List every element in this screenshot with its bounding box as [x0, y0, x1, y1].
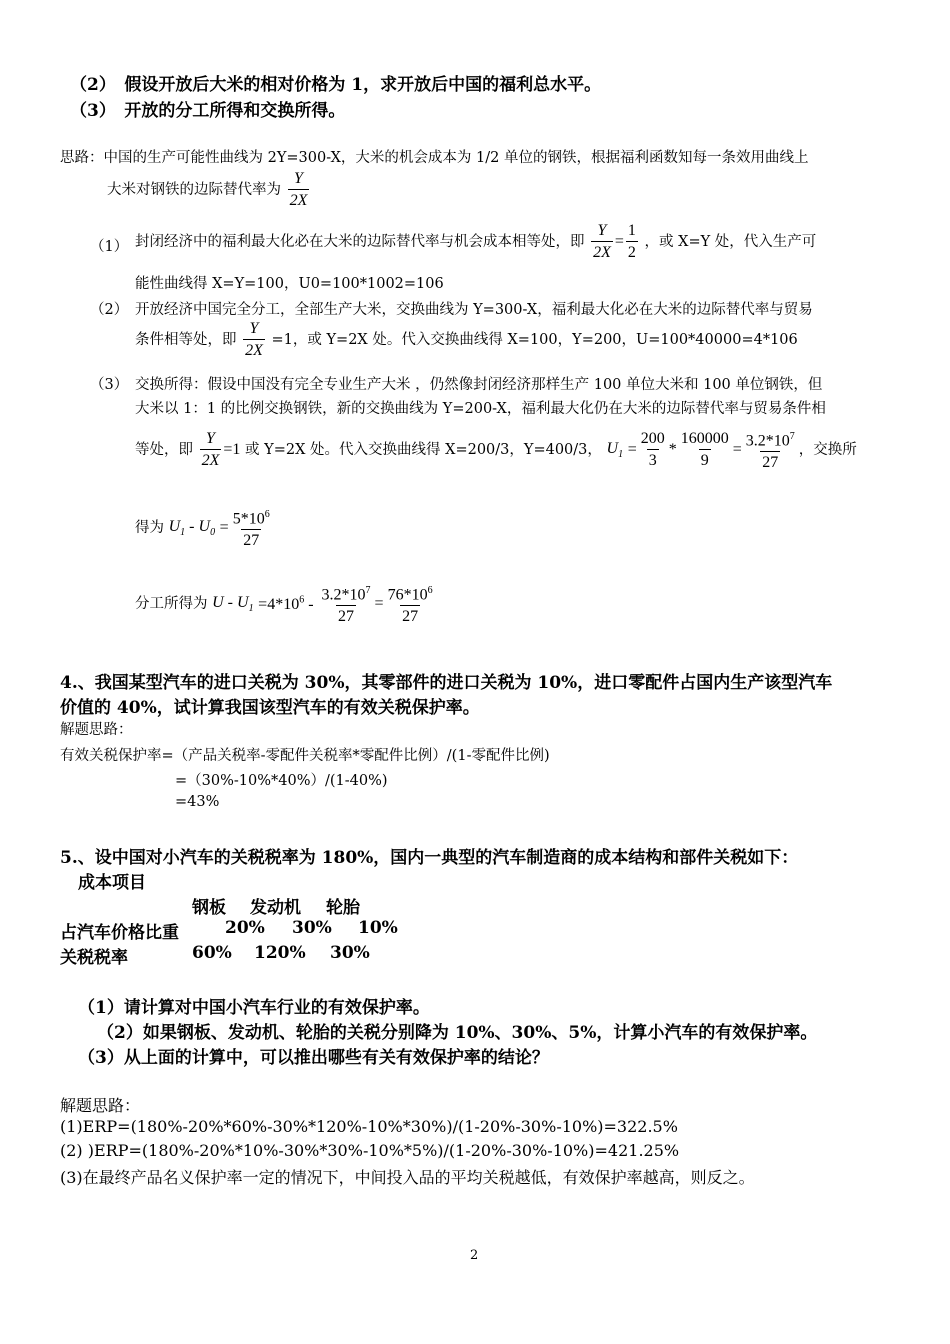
exchange-gain-label: 得为: [135, 520, 164, 537]
table-header-steel: 钢板: [192, 898, 226, 918]
exponent: 7: [365, 585, 371, 596]
frac-den: 2X: [288, 189, 310, 210]
step2-num: （2）: [90, 302, 129, 318]
step1-text: 封闭经济中的福利最大化必在大米的边际替代率与机会成本相等处，即: [135, 234, 585, 250]
u1-minus-u0: $U_1 - U_0$: [168, 518, 216, 539]
frac-den: 2X: [591, 241, 613, 262]
step3-frac: [200, 430, 222, 470]
table-row-label: 关税税率: [60, 948, 128, 968]
frac-num: 76*10: [387, 586, 428, 604]
page-number: 2: [470, 1248, 479, 1263]
q3-part2: （2） 假设开放后大米的相对价格为 1，求开放后中国的福利总水平。: [70, 75, 602, 95]
exponent: 7: [789, 431, 795, 442]
q4-title-line-1: 4.、我国某型汽车的进口关税为 30%，其零部件的进口关税为 10%，进口零配件占国内生产该型汽车: [60, 673, 833, 693]
frac-num: 1: [627, 222, 636, 239]
step3-text-d: ，交换所: [798, 442, 857, 459]
equals-sign: =: [374, 595, 384, 613]
q5-table-caption: 成本项目: [78, 873, 146, 893]
frac-num: Y: [249, 320, 259, 337]
frac-den: 27: [241, 529, 261, 550]
frac-num: 3.2*10: [745, 432, 790, 450]
u1-symbol: $U_1$: [606, 440, 624, 461]
times-sign: *: [668, 441, 677, 459]
q4-label: 解题思路：: [60, 722, 133, 738]
q4-line-2: =（30%-10%*40%）/(1-40%): [175, 773, 388, 789]
q4-line-1: 有效关税保护率=（产品关税率-零配件关税率*零配件比例）/(1-零配件比例): [60, 748, 550, 764]
frac-den: 2X: [200, 449, 222, 470]
table-cell: 20%: [225, 918, 265, 938]
q3-part3: （3） 开放的分工所得和交换所得。: [70, 101, 346, 121]
table-cell: 10%: [358, 918, 398, 938]
idea-line-1: [60, 146, 809, 167]
frac-den: 27: [336, 605, 356, 626]
table-row-label: 占汽车价格比重: [60, 923, 179, 943]
frac-den: 9: [699, 449, 711, 470]
step1-num: （1）: [90, 239, 129, 255]
step2-text-a: 条件相等处，即: [135, 332, 237, 348]
mrs-fraction: [288, 170, 310, 210]
q5-answer-2: (2) )ERP=(180%-20%*10%-30%*30%-10%*5%)/(1-20%-30%-10%)=421.25%: [60, 1141, 680, 1160]
frac-32e7-27-b: [320, 582, 373, 626]
step3-line-2: 大米以 1：1 的比例交换钢铁，新的交换曲线为 Y=200-X，福利最大化仍在大米的边际替代率与贸易条件相: [135, 401, 826, 417]
table-cell: 60%: [192, 943, 232, 963]
equals-sign: =: [732, 441, 742, 459]
table-cell: 120%: [254, 943, 306, 963]
step1-frac-left: [591, 222, 613, 262]
frac-den: 3: [647, 449, 659, 470]
frac-160000-9: [679, 430, 731, 470]
step3-num: （3）: [90, 377, 129, 393]
step3-line-3: [135, 428, 857, 472]
exchange-gain: [135, 506, 274, 550]
table-cell: 30%: [292, 918, 332, 938]
q5-answer-1: (1)ERP=(180%-20%*60%-30%*120%-10%*30%)/(1-20%-30%-10%)=322.5%: [60, 1117, 678, 1136]
q5-title: 5.、设中国对小汽车的关税税率为 180%，国内一典型的汽车制造商的成本结构和部件关税如下：: [60, 848, 799, 868]
idea-text: 中国的生产可能性曲线为 2Y=300-X，大米的机会成本为 1/2 单位的钢铁，根据福利函数知每一条效用曲线上: [103, 150, 809, 166]
frac-num: 3.2*10: [321, 586, 366, 604]
step2-line-2: [135, 320, 798, 360]
u-minus-u1: U - $U_1$: [212, 594, 254, 615]
frac-num: Y: [294, 170, 303, 187]
frac-den: 27: [400, 605, 420, 626]
frac-num: 5*10: [232, 510, 265, 528]
frac-num: 160000: [680, 430, 729, 448]
frac-den: 27: [760, 451, 780, 472]
step1-line-1: [135, 222, 816, 262]
table-header-engine: 发动机: [250, 898, 301, 918]
frac-5e6-27: [231, 506, 272, 550]
step3-text-b: =1: [223, 441, 241, 459]
q5-answer-3: (3)在最终产品名义保护率一定的情况下，中间投入品的平均关税越低，有效保护率越高，则反之。: [60, 1168, 755, 1187]
idea-label: 思路：: [60, 150, 104, 166]
step2-text-b: =1，或 Y=2X 处。代入交换曲线得 X=100，Y=200，U=100*40000=4*106: [271, 332, 798, 348]
step1-tail: ，或 X=Y 处，代入生产可: [644, 234, 817, 250]
division-gain-label: 分工所得为: [135, 596, 208, 613]
frac-num: Y: [206, 430, 215, 448]
equals-4e6: $=4*10^6$ -: [258, 594, 318, 613]
frac-num: Y: [597, 222, 607, 239]
division-gain: [135, 582, 437, 626]
equals-sign: =: [219, 519, 229, 537]
q4-line-3: =43%: [175, 794, 220, 810]
idea-text-2: 大米对钢铁的边际替代率为: [107, 182, 281, 198]
step3-text-c: 或 Y=2X 处。代入交换曲线得 X=200/3，Y=400/3，: [245, 442, 602, 459]
exponent: 6: [427, 585, 433, 596]
table-header-tire: 轮胎: [326, 898, 360, 918]
step3-line-1: 交换所得：假设中国没有完全专业生产大米 ，仍然像封闭经济那样生产 100 单位大米和 100 单位钢铁，但: [135, 377, 823, 393]
q4-title-line-2: 价值的 40%，试计算我国该型汽车的有效关税保护率。: [60, 698, 480, 718]
table-cell: 30%: [330, 943, 370, 963]
equals-sign: =: [627, 441, 637, 459]
frac-num: 200: [640, 430, 665, 448]
step2-frac: [243, 320, 265, 360]
step1-frac-right: [626, 222, 638, 262]
exponent: 6: [264, 509, 270, 520]
frac-76e6-27: [386, 582, 435, 626]
frac-200-3: [639, 430, 667, 470]
step3-text-a: 等处，即: [135, 442, 193, 459]
step2-line-1: 开放经济中国完全分工，全部生产大米，交换曲线为 Y=300-X，福利最大化必在大米的边际替代率与贸易: [135, 302, 813, 318]
frac-den: 2: [626, 241, 638, 262]
q5-ask-2: （2）如果钢板、发动机、轮胎的关税分别降为 10%、30%、5%，计算小汽车的有效保护率。: [97, 1023, 818, 1043]
frac-den: 2X: [243, 339, 265, 360]
q5-ask-3: （3）从上面的计算中，可以推出哪些有关有效保护率的结论？: [78, 1048, 549, 1068]
q5-ask-1: （1）请计算对中国小汽车行业的有效保护率。: [78, 998, 430, 1018]
step1-line-2: 能性曲线得 X=Y=100，U0=100*1002=106: [135, 276, 444, 292]
equals-sign: =: [614, 233, 624, 250]
q5-label: 解题思路：: [60, 1096, 141, 1115]
idea-line-2: [107, 170, 311, 210]
frac-32e7-27: [744, 428, 797, 472]
